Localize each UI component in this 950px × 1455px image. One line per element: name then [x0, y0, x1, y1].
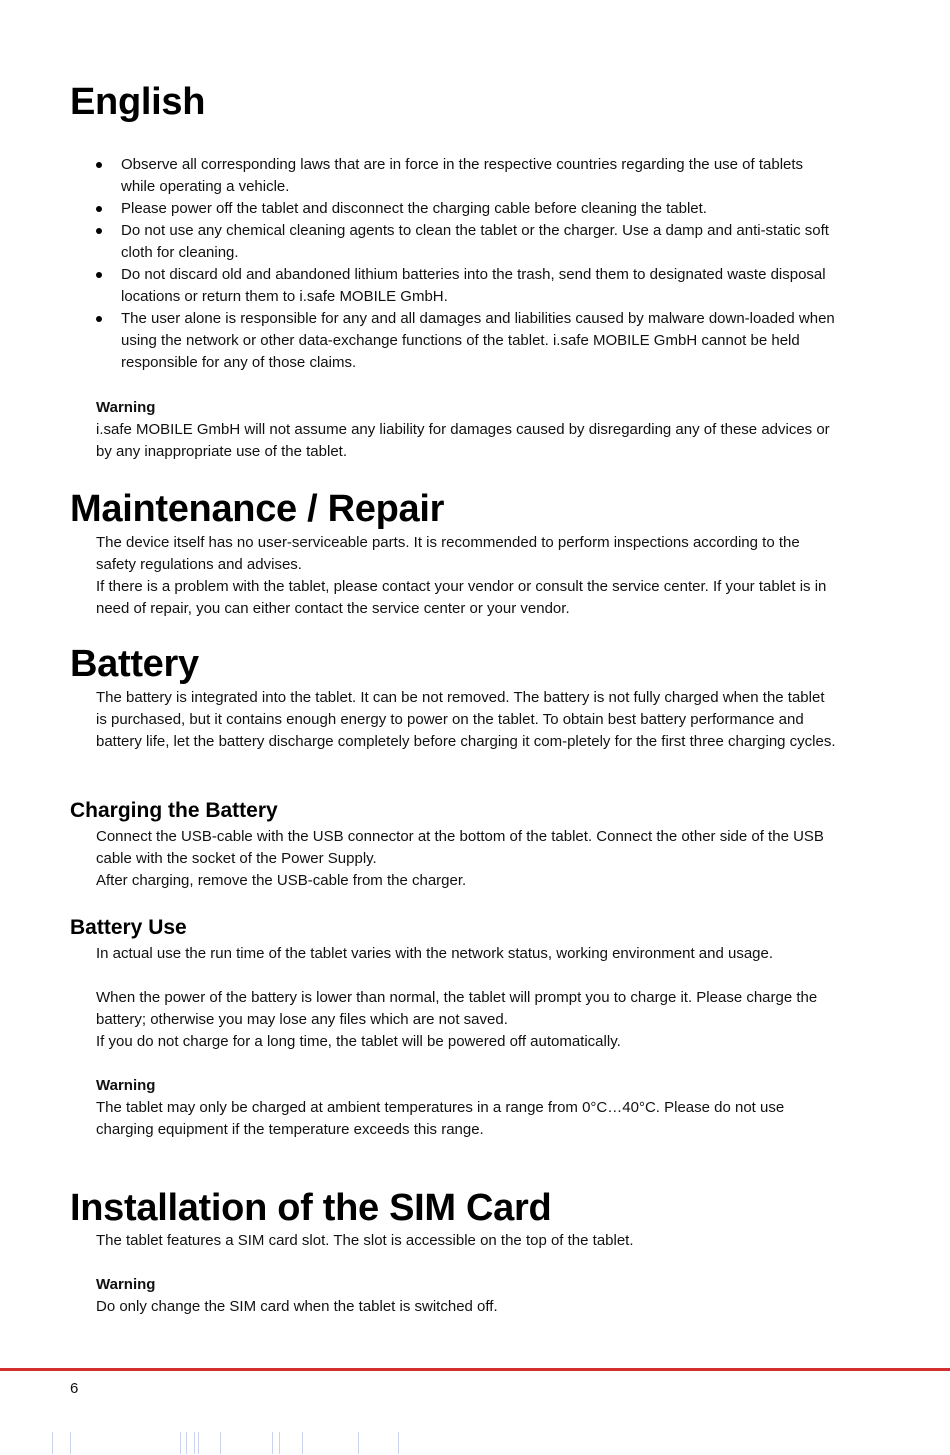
heading-maintenance: Maintenance / Repair	[70, 488, 445, 530]
bullet-icon	[96, 206, 102, 212]
paragraph: When the power of the battery is lower than normal, the tablet will prompt you to charge it. Please charge the battery; otherwise you may lose any files which are not saved.	[96, 989, 818, 1028]
list-item: The user alone is responsible for any and all damages and liabilities caused by malware down-loaded when using the network or other data-exchange functions of the tablet. i.safe MOBILE GmbH cannot be held responsible for any of those claims.	[96, 308, 836, 374]
scan-artifact-marks	[0, 1432, 950, 1454]
battery-use-body	[96, 943, 836, 1141]
paragraph: The device itself has no user-serviceable parts. It is recommended to perform inspections according to the safety regulations and advises.	[96, 534, 800, 573]
warning-text: i.safe MOBILE GmbH will not assume any liability for damages caused by disregarding any of these advices or by any inappropriate use of the tablet.	[96, 421, 830, 460]
paragraph: If there is a problem with the tablet, please contact your vendor or consult the service center. If your tablet is in need of repair, you can either contact the service center or your vendor.	[96, 578, 827, 617]
warning-text: Do only change the SIM card when the tablet is switched off.	[96, 1298, 498, 1315]
heading-sim: Installation of the SIM Card	[70, 1187, 552, 1229]
page-number: 6	[70, 1380, 79, 1397]
warning-title: Warning	[96, 399, 156, 416]
paragraph: In actual use the run time of the tablet varies with the network status, working environment and usage.	[96, 945, 774, 962]
heading-charging: Charging the Battery	[70, 799, 278, 822]
bullet-icon	[96, 316, 102, 322]
list-item: Please power off the tablet and disconnect the charging cable before cleaning the tablet.	[96, 198, 836, 220]
heading-english: English	[70, 81, 206, 123]
footer-rule	[0, 1368, 950, 1371]
paragraph: After charging, remove the USB-cable from the charger.	[96, 872, 467, 889]
warning-text: The tablet may only be charged at ambient temperatures in a range from 0°C…40°C. Please do not use charging equipment if the temperature exceeds this range.	[96, 1099, 785, 1138]
bullet-icon	[96, 272, 102, 278]
english-warning	[96, 397, 836, 463]
sim-body	[96, 1230, 836, 1318]
safety-bullet-list	[96, 154, 836, 374]
list-item: Do not use any chemical cleaning agents to clean the tablet or the charger. Use a damp and anti-static soft cloth for cleaning.	[96, 220, 836, 264]
list-item: Do not discard old and abandoned lithium batteries into the trash, send them to designated waste disposal locations or return them to i.safe MOBILE GmbH.	[96, 264, 836, 308]
bullet-icon	[96, 228, 102, 234]
warning-title: Warning	[96, 1276, 156, 1293]
list-item: Observe all corresponding laws that are in force in the respective countries regarding the use of tablets while operating a vehicle.	[96, 154, 836, 198]
paragraph: The battery is integrated into the tablet. It can be not removed. The battery is not fully charged when the tablet is purchased, but it contains enough energy to power on the tablet. To obtain best battery performance and battery life, let the battery discharge completely before charging it com-pletely for the first three charging cycles.	[96, 689, 836, 750]
maintenance-body	[96, 532, 836, 620]
warning-title: Warning	[96, 1077, 156, 1094]
paragraph: The tablet features a SIM card slot. The slot is accessible on the top of the tablet.	[96, 1232, 634, 1249]
paragraph: If you do not charge for a long time, the tablet will be powered off automatically.	[96, 1033, 621, 1050]
heading-battery: Battery	[70, 643, 199, 685]
bullet-icon	[96, 162, 102, 168]
paragraph: Connect the USB-cable with the USB connector at the bottom of the tablet. Connect the other side of the USB cable with the socket of the Power Supply.	[96, 828, 824, 867]
charging-body	[96, 826, 836, 892]
battery-body	[96, 687, 836, 753]
heading-battery-use: Battery Use	[70, 916, 187, 939]
